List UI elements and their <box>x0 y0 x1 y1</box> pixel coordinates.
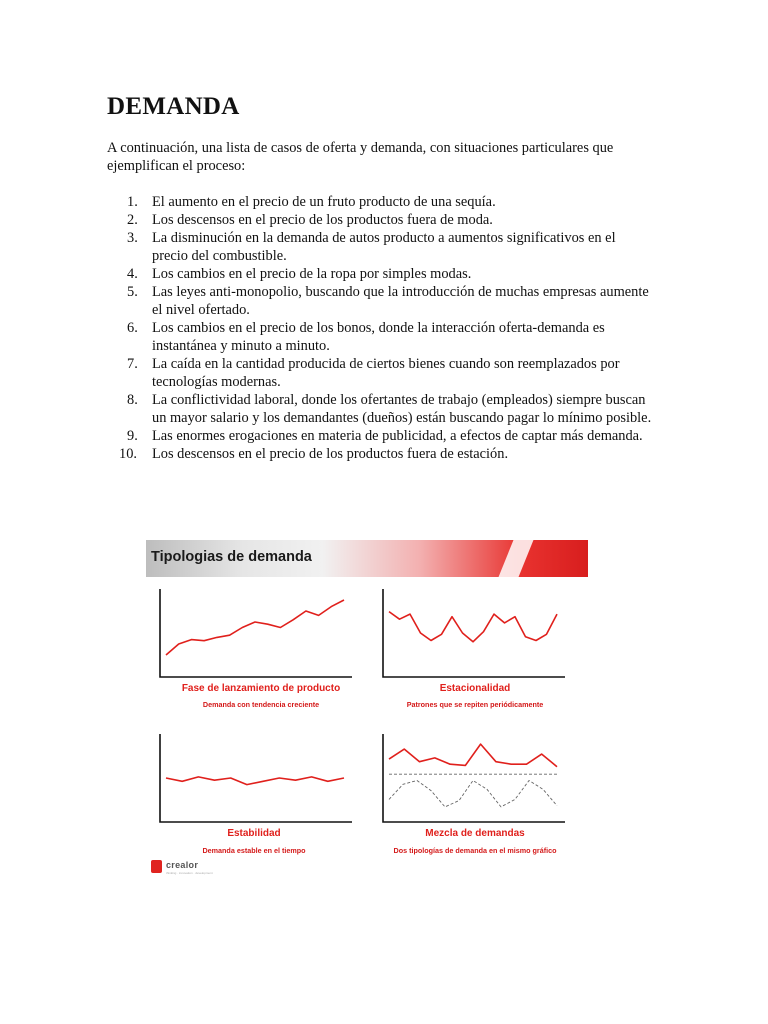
list-item-text: Los descensos en el precio de los productos fuera de estación. <box>152 446 509 462</box>
list-item-text: Las leyes anti-monopolio, buscando que la introducción de muchas empresas aumente el nivel ofertado. <box>152 284 649 318</box>
crealor-logo-tagline: thinking · innovation · development <box>166 871 213 875</box>
list-item-text: Los cambios en el precio de la ropa por simples modas. <box>152 266 472 282</box>
page-title: DEMANDA <box>107 93 240 120</box>
list-item-text: Los descensos en el precio de los productos fuera de moda. <box>152 212 493 228</box>
chart-axis <box>383 734 565 822</box>
list-number: 3. <box>127 230 138 246</box>
crealor-logo-text: crealor <box>166 860 199 870</box>
list-number: 2. <box>127 212 138 228</box>
list-item-text: Los cambios en el precio de los bonos, donde la interacción oferta-demanda es instantánea y minuto a minuto. <box>152 320 605 354</box>
chart-seasonality <box>379 585 579 685</box>
chart-series-line <box>389 612 557 642</box>
list-item <box>107 283 652 319</box>
list-item-text: La disminución en la demanda de autos producto a aumentos significativos en el precio del combustible. <box>152 230 616 264</box>
list-item <box>107 211 652 229</box>
chart-mix <box>379 730 579 830</box>
list-number: 8. <box>127 392 138 408</box>
demand-typologies-figure <box>146 540 589 882</box>
list-number: 7. <box>127 356 138 372</box>
list-item <box>107 319 652 355</box>
list-item-text: La conflictividad laboral, donde los ofertantes de trabajo (empleados) siempre buscan un mayor salario y los demandantes (dueños) están buscando pagar lo mínimo posible. <box>152 392 652 426</box>
list-number: 4. <box>127 266 138 282</box>
chart-series-line <box>166 600 344 655</box>
list-item <box>107 229 652 265</box>
chart-axis <box>160 734 352 822</box>
chart-series-line <box>166 777 344 785</box>
chart-caption-seasonality: Estacionalidad <box>439 683 511 694</box>
list-number: 10. <box>119 446 137 462</box>
chart-panel-mix <box>379 730 579 830</box>
crealor-logo-mark <box>151 860 162 873</box>
chart-panel-growth <box>156 585 366 685</box>
chart-series-line <box>389 781 557 807</box>
chart-axis <box>160 589 352 677</box>
chart-caption-stability: Estabilidad <box>227 828 281 839</box>
chart-subcaption-mix: Dos tipologías de demanda en el mismo gráfico <box>393 846 557 855</box>
chart-stability <box>156 730 366 830</box>
list-number: 5. <box>127 284 138 300</box>
cases-list <box>107 193 652 463</box>
list-number: 6. <box>127 320 138 336</box>
intro-paragraph: A continuación, una lista de casos de oferta y demanda, con situaciones particulares que ejemplifican el proceso: <box>107 140 614 174</box>
list-item <box>107 355 652 391</box>
list-item <box>107 445 652 463</box>
chart-caption-growth: Fase de lanzamiento de producto <box>181 683 341 694</box>
list-item-text: La caída en la cantidad producida de ciertos bienes cuando son reemplazados por tecnologías modernas. <box>152 356 620 390</box>
list-item <box>107 193 652 211</box>
chart-growth <box>156 585 366 685</box>
list-item-text: El aumento en el precio de un fruto producto de una sequía. <box>152 194 496 210</box>
figure-title: Tipologias de demanda <box>151 549 312 565</box>
list-number: 9. <box>127 428 138 444</box>
chart-subcaption-seasonality: Patrones que se repiten periódicamente <box>406 700 544 709</box>
chart-panel-seasonality <box>379 585 579 685</box>
chart-subcaption-stability: Demanda estable en el tiempo <box>202 846 306 855</box>
chart-axis <box>383 589 565 677</box>
list-item <box>107 391 652 427</box>
chart-panel-stability <box>156 730 366 830</box>
chart-caption-mix: Mezcla de demandas <box>425 828 525 839</box>
list-number: 1. <box>127 194 138 210</box>
chart-subcaption-growth: Demanda con tendencia creciente <box>202 700 320 709</box>
chart-series-line <box>389 744 557 767</box>
list-item-text: Las enormes erogaciones en materia de publicidad, a efectos de captar más demanda. <box>152 428 643 444</box>
list-item <box>107 427 652 445</box>
list-item <box>107 265 652 283</box>
